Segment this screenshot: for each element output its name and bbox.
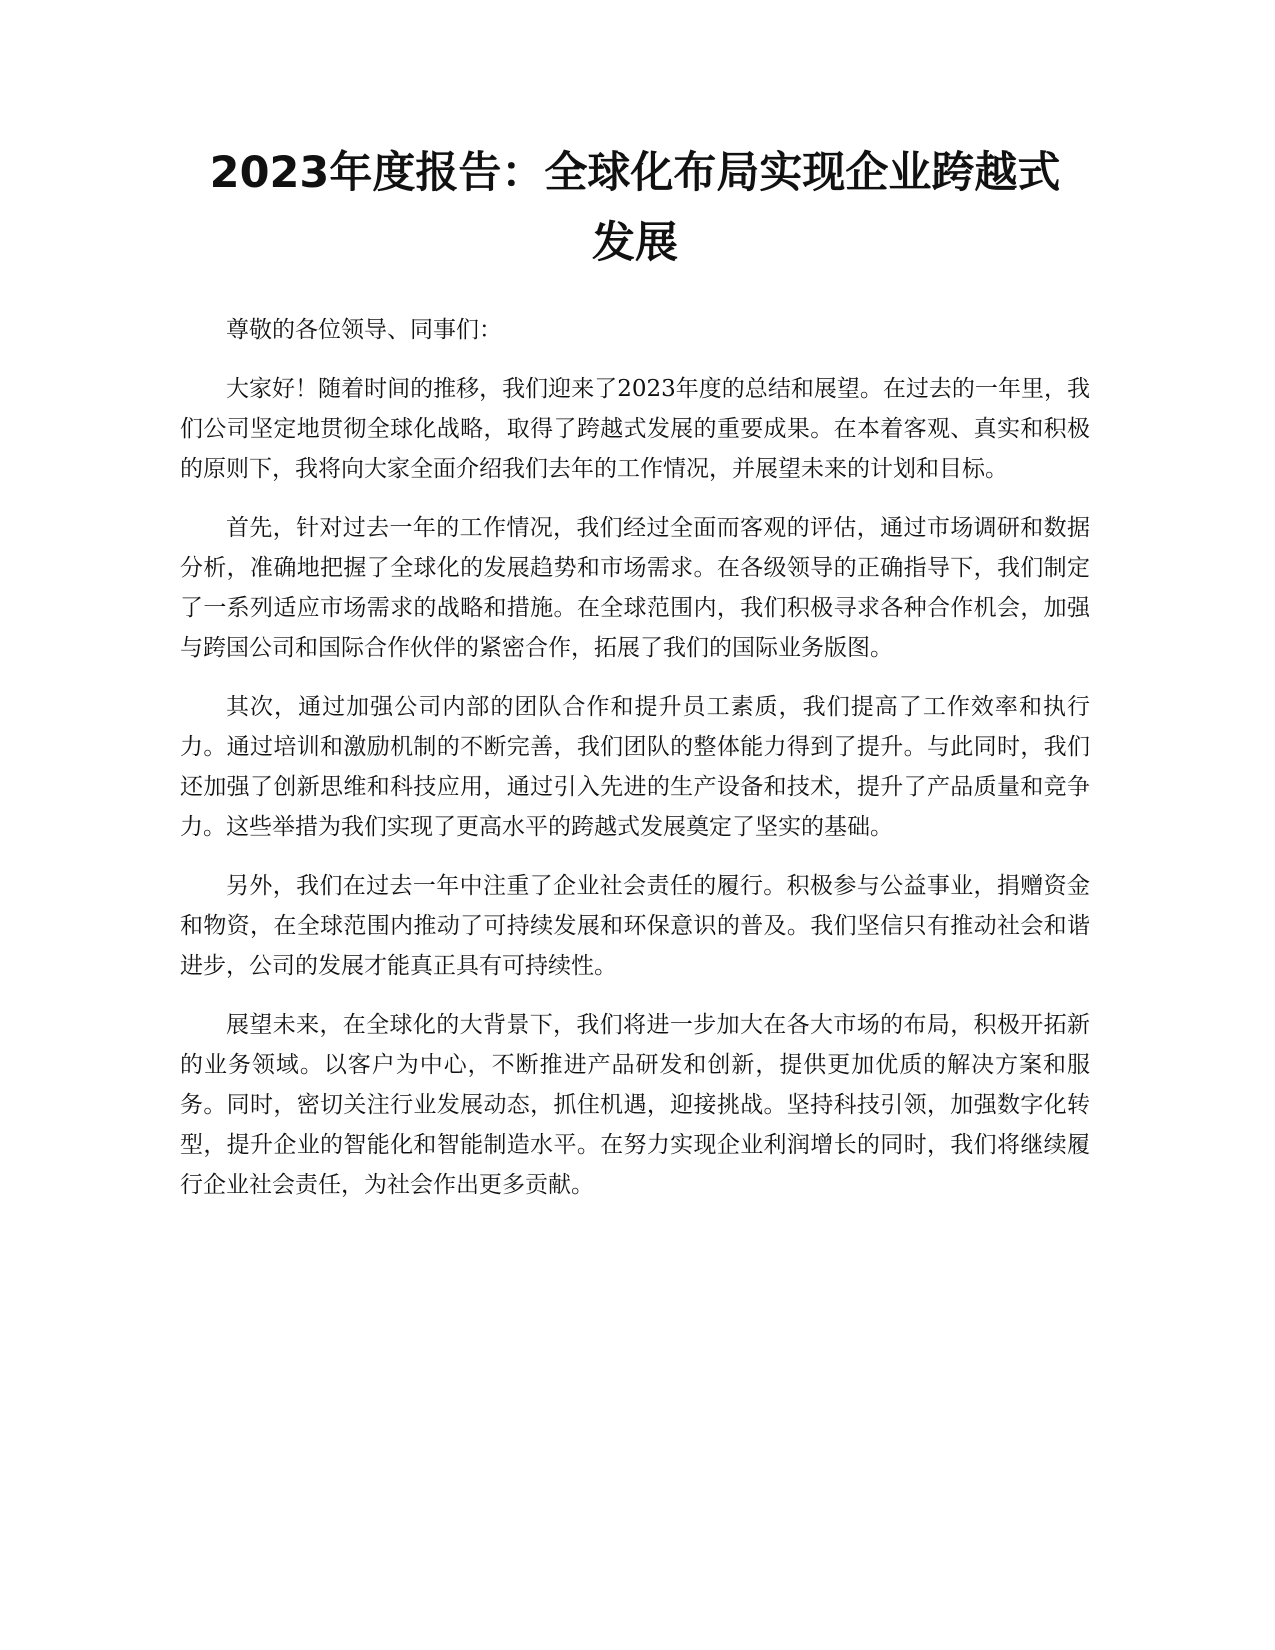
salutation: 尊敬的各位领导、同事们： bbox=[226, 317, 502, 343]
paragraph-outlook: 展望未来，在全球化的大背景下，我们将进一步加大在各大市场的布局，积极开拓新的业务领域。以客户为中心，不断推进产品研发和创新，提供更加优质的解决方案和服务。同时，密切关注行业发展动态，抓住机遇，迎接挑战。坚持科技引领，加强数字化转型，提升企业的智能化和智能制造水平。在努力实现企业利润增长的同时，我们将继续履行企业社会责任，为社会作出更多贡献。 bbox=[180, 1012, 1090, 1198]
paragraph-intro: 大家好！随着时间的推移，我们迎来了2023年度的总结和展望。在过去的一年里，我们公司坚定地贯彻全球化战略，取得了跨越式发展的重要成果。在本着客观、真实和积极的原则下，我将向大家全面介绍我们去年的工作情况，并展望未来的计划和目标。 bbox=[180, 376, 1090, 482]
paragraph-first: 首先，针对过去一年的工作情况，我们经过全面而客观的评估，通过市场调研和数据分析，准确地把握了全球化的发展趋势和市场需求。在各级领导的正确指导下，我们制定了一系列适应市场需求的战略和措施。在全球范围内，我们积极寻求各种合作机会，加强与跨国公司和国际合作伙伴的紧密合作，拓展了我们的国际业务版图。 bbox=[180, 515, 1090, 661]
paragraph-second: 其次，通过加强公司内部的团队合作和提升员工素质，我们提高了工作效率和执行力。通过培训和激励机制的不断完善，我们团队的整体能力得到了提升。与此同时，我们还加强了创新思维和科技应用，通过引入先进的生产设备和技术，提升了产品质量和竞争力。这些举措为我们实现了更高水平的跨越式发展奠定了坚实的基础。 bbox=[180, 694, 1090, 840]
document-title bbox=[180, 138, 1090, 278]
document-page bbox=[180, 138, 1090, 1224]
paragraph-social-responsibility: 另外，我们在过去一年中注重了企业社会责任的履行。积极参与公益事业，捐赠资金和物资，在全球范围内推动了可持续发展和环保意识的普及。我们坚信只有推动社会和谐进步，公司的发展才能真正具有可持续性。 bbox=[180, 873, 1090, 979]
document-title-line-2: 发展 bbox=[592, 218, 678, 268]
document-title-line-1: 2023年度报告：全球化布局实现企业跨越式 bbox=[209, 148, 1061, 198]
